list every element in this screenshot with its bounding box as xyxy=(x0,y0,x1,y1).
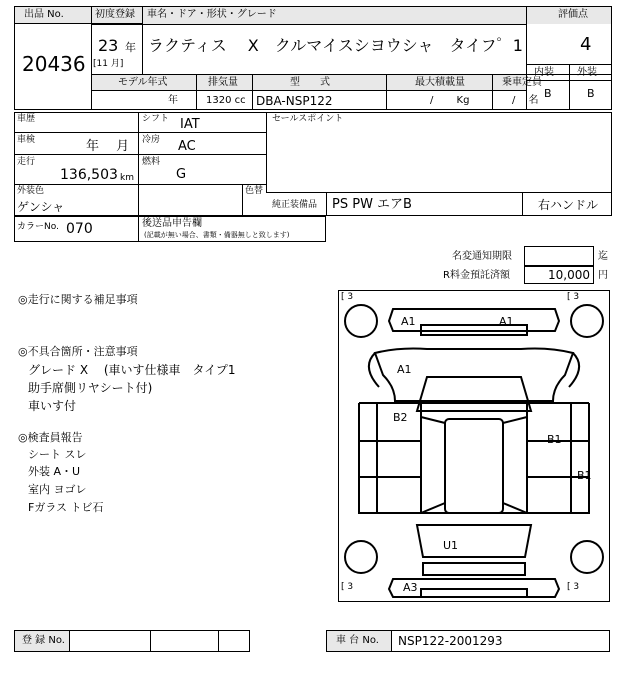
model-year-unit: 年 xyxy=(168,95,178,106)
mark-b1-side: B1 xyxy=(547,433,562,446)
recycle-label: R料金預託済額 xyxy=(443,270,510,281)
corner-bl-label: [ 3 xyxy=(341,582,354,592)
inspection-value: 年 月 xyxy=(86,139,130,154)
capacity-label: 乗車定員 xyxy=(502,77,542,88)
defects-line: 車いす付 xyxy=(28,399,77,413)
ac-label: 冷房 xyxy=(142,135,161,145)
mileage-unit: km xyxy=(120,173,134,183)
mark-b1-rear: B1 xyxy=(577,469,592,482)
score-value: 4 xyxy=(580,34,592,55)
fuel-value: G xyxy=(176,167,187,182)
aftermarket-note: (記載が無い場合、書類・備器無しと致します) xyxy=(144,231,290,239)
lot-label: 出品 No. xyxy=(24,9,64,20)
exterior-grade: B xyxy=(587,87,595,100)
chassis-label: 車 台 No. xyxy=(336,635,379,646)
inspector-title: ◎検査員報告 xyxy=(18,431,83,444)
capacity-value: / 名 xyxy=(512,95,539,106)
defects-line: 助手席側リヤシート付) xyxy=(28,381,153,395)
mileage-label: 走行 xyxy=(17,157,36,167)
defects-line: グレード X (車いす仕様車 タイプ1 xyxy=(28,363,236,377)
displacement-label: 排気量 xyxy=(208,77,238,88)
equipment-value: PS PW エアB xyxy=(332,197,412,212)
mark-a1-fender: A1 xyxy=(397,363,412,376)
type-value: DBA-NSP122 xyxy=(256,94,333,108)
chassis-value: NSP122-2001293 xyxy=(398,634,503,648)
corner-tl-label: [ 3 xyxy=(341,292,354,302)
mileage-value: 136,503 xyxy=(60,167,118,183)
max-load-value: / Kg xyxy=(430,95,470,106)
color-label: 外装色 xyxy=(17,186,45,196)
car-name-label: 車名・ドア・形状・グレード xyxy=(147,9,277,20)
mark-u1: U1 xyxy=(443,539,459,552)
mark-a1-front-left: A1 xyxy=(401,315,416,328)
inspector-line: 室内 ヨゴレ xyxy=(28,483,87,496)
equipment-label: 純正装備品 xyxy=(272,200,318,210)
shift-value: IAT xyxy=(180,117,200,132)
interior-grade: B xyxy=(544,87,552,100)
exterior-label: 外装 xyxy=(577,67,597,78)
first-reg-year-unit: 年 xyxy=(125,41,136,54)
first-reg-label: 初度登録 xyxy=(95,9,135,20)
model-year-label: モデル年式 xyxy=(118,77,168,88)
type-label: 型 式 xyxy=(290,77,330,88)
defects-title: ◎不具合箇所・注意事項 xyxy=(18,345,138,358)
reg-no-label: 登 録 No. xyxy=(22,635,65,646)
color-change-label: 色替 xyxy=(245,186,264,196)
lot-number: 20436 xyxy=(22,52,86,76)
car-diagram-drawing xyxy=(339,291,609,601)
sales-point-label: セールスポイント xyxy=(272,114,344,124)
score-label: 評価点 xyxy=(558,9,588,20)
car-diagram xyxy=(338,290,610,602)
driving-notes-title: ◎走行に関する補足事項 xyxy=(18,293,138,306)
car-name: ラクティス X クルマイスシヨウシャ タイフ゜1 xyxy=(148,36,523,55)
mark-b2: B2 xyxy=(393,411,408,424)
name-change-field xyxy=(524,246,594,266)
interior-label: 内装 xyxy=(534,67,554,78)
first-reg-year: 23 xyxy=(98,36,119,55)
handle-value: 右ハンドル xyxy=(538,198,599,212)
first-reg-month: [11 月] xyxy=(93,59,124,69)
aftermarket-label: 後送品申告欄 xyxy=(142,218,202,229)
shift-label: シフト xyxy=(142,114,170,124)
history-label: 車歴 xyxy=(17,114,36,124)
recycle-value: 10,000 xyxy=(548,268,590,282)
color-value: ゲンシャ xyxy=(17,200,65,214)
ac-value: AC xyxy=(178,139,196,154)
max-load-label: 最大積載量 xyxy=(415,77,465,88)
inspection-label: 車検 xyxy=(17,135,36,145)
mark-a3: A3 xyxy=(403,581,418,594)
corner-tr-label: [ 3 xyxy=(567,292,580,302)
corner-br-label: [ 3 xyxy=(567,582,580,592)
mark-a1-front-right: A1 xyxy=(499,315,514,328)
inspector-line: シート スレ xyxy=(28,448,87,461)
inspector-line: 外装 A・U xyxy=(28,465,81,478)
inspector-line: Fガラス トビ石 xyxy=(28,501,104,514)
recycle-unit: 円 xyxy=(598,270,608,281)
name-change-label: 名変通知期限 xyxy=(452,251,512,262)
name-change-unit: 迄 xyxy=(598,251,608,262)
color-no-label: カラーNo. xyxy=(17,222,59,232)
color-no-value: 070 xyxy=(66,221,93,237)
displacement-value: 1320 cc xyxy=(206,95,246,106)
fuel-label: 燃料 xyxy=(142,157,161,167)
